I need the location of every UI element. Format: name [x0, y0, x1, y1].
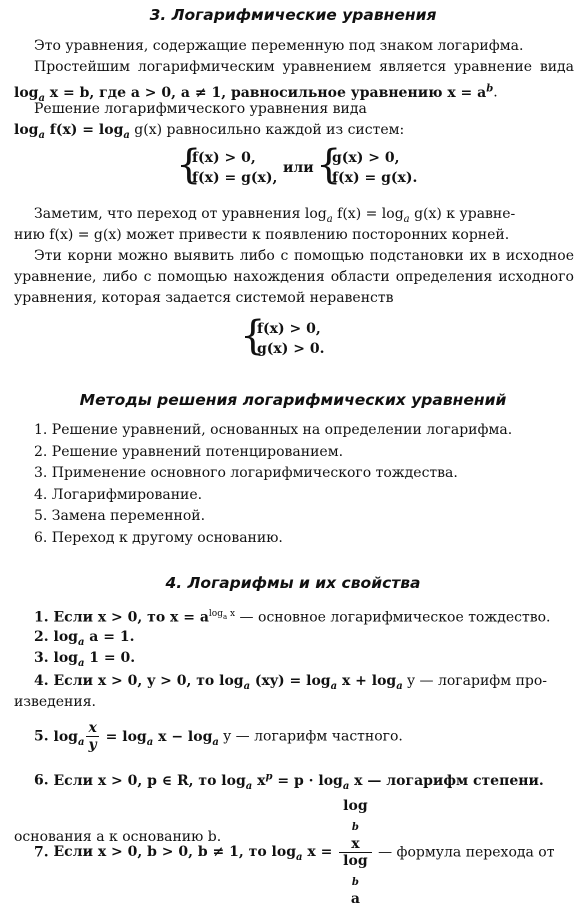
text-fragment: — формула перехода от: [373, 844, 555, 861]
list-item: 5. Замена переменной.: [34, 508, 206, 524]
section-title-log-properties: 4. Логарифмы и их свойства: [165, 574, 421, 592]
text-fragment: b: [351, 821, 359, 833]
text-fragment: .: [493, 84, 498, 101]
text-fragment: = p · log: [272, 772, 343, 789]
text-fragment: a: [77, 636, 85, 648]
text-fragment: a: [77, 736, 85, 748]
text-fragment: a: [342, 780, 350, 792]
text-fragment: — основное логарифмическое тождество.: [235, 609, 551, 626]
text-fragment: g(x) равносильно каждой из систем:: [129, 122, 405, 138]
text-fragment: log: [208, 609, 223, 619]
text-fragment: a: [243, 680, 251, 692]
list-item: 6. Переход к другому основанию.: [34, 529, 283, 546]
property-6: [34, 766, 574, 796]
text-fragment: a: [123, 129, 130, 141]
text-fragment: log: [48, 629, 78, 645]
property-5: [34, 720, 574, 753]
system-c-line1: f(x) > 0,: [257, 321, 321, 337]
text-fragment: x =: [302, 844, 338, 861]
brace-icon: {: [176, 142, 202, 188]
text-fragment: a: [77, 657, 85, 669]
text-fragment: x: [252, 772, 266, 789]
text-fragment: y: [88, 737, 97, 753]
text-fragment: Заметим, что переход от уравнения log: [34, 206, 327, 222]
text-fragment: p: [265, 771, 273, 782]
text-fragment: y — логарифм частного.: [218, 728, 403, 745]
brace-icon: {: [240, 313, 266, 359]
text-fragment: 1.: [34, 609, 49, 626]
text-fragment: log: [48, 728, 78, 745]
text-fragment: Простейшим логарифмическим уравнением является уравнение вида: [34, 59, 574, 75]
list-item: 1. Решение уравнений, основанных на определении логарифма.: [34, 422, 513, 438]
system-a: [192, 148, 277, 188]
text-fragment: log: [48, 650, 78, 666]
text-fragment: log: [14, 122, 39, 138]
text-fragment: y — логарифм про-: [402, 673, 548, 689]
text-fragment: g(x) к уравне-: [409, 206, 516, 222]
paragraph-roots: Эти корни можно выявить либо с помощью подстановки их в исходное уравнение, либо с помощью нахождения области определения исходного уравнения, которая задается системой неравенств: [14, 248, 574, 306]
text-fragment: 6.: [34, 772, 49, 789]
methods-list: [34, 420, 512, 549]
text-fragment: a = 1.: [84, 629, 135, 645]
word-ili: или: [283, 160, 314, 176]
text-fragment: b: [351, 876, 359, 888]
text-fragment: a: [146, 736, 154, 748]
property-1: [34, 604, 574, 629]
text-fragment: log: [343, 798, 368, 814]
text-fragment: 3.: [34, 650, 49, 666]
text-fragment: a: [245, 780, 253, 792]
text-fragment: a: [222, 612, 228, 621]
text-fragment: a: [330, 680, 338, 692]
text-fragment: Если x > 0, b > 0, b ≠ 1, то log: [48, 844, 296, 861]
text-fragment: log: [343, 852, 368, 869]
system-c-line2: g(x) > 0.: [257, 341, 325, 357]
text-fragment: f(x) = log: [44, 122, 124, 138]
text-fragment: a: [38, 129, 45, 141]
property-3: [34, 648, 574, 674]
system-c: [257, 319, 324, 359]
text-fragment: = log: [100, 728, 147, 745]
text-fragment: x — логарифм степени.: [349, 772, 544, 789]
list-item: 2. Решение уравнений потенцированием.: [34, 443, 344, 460]
brace-icon: {: [316, 142, 342, 188]
system-a-line2: f(x) = g(x),: [192, 170, 278, 186]
system-a-line1: f(x) > 0,: [192, 150, 256, 166]
text-fragment: a: [295, 852, 303, 864]
paragraph-intro: Это уравнения, содержащие переменную под знаком логарифма.: [34, 38, 524, 54]
text-fragment: Если x > 0, p ∈ R, то log: [48, 772, 246, 789]
text-fragment: x − log: [153, 728, 213, 745]
text-fragment: log: [14, 84, 39, 101]
text-fragment: (xy) = log: [250, 673, 331, 689]
text-fragment: a: [396, 680, 403, 692]
property-4-cont: изведения.: [14, 694, 96, 710]
text-fragment: a: [212, 736, 219, 748]
text-fragment: x: [88, 720, 97, 736]
fraction: [339, 798, 371, 907]
paragraph-note-cont: нию f(x) = g(x) может привести к появлению посторонних корней.: [14, 227, 510, 243]
text-fragment: a: [403, 213, 410, 225]
fraction: [86, 720, 98, 753]
property-7-cont: основания a к основанию b.: [14, 829, 222, 845]
section-title-log-equations: 3. Логарифмические уравнения: [149, 6, 437, 24]
text-fragment: Если x > 0, то x = a: [48, 609, 209, 626]
paragraph-equiv-line: [14, 120, 574, 146]
text-fragment: 7.: [34, 844, 49, 861]
text-fragment: x + log: [337, 673, 397, 689]
system-b: [332, 148, 417, 188]
text-fragment: f(x) = log: [332, 206, 404, 222]
system-b-line1: g(x) > 0,: [332, 150, 400, 166]
list-item: 4. Логарифмирование.: [34, 486, 203, 503]
paragraph-equiv-intro: Решение логарифмического уравнения вида: [34, 101, 367, 117]
text-fragment: 5.: [34, 728, 49, 745]
text-fragment: 4.: [34, 673, 49, 689]
section-title-methods: Методы решения логарифмических уравнений: [79, 391, 507, 409]
text-fragment: a: [38, 92, 45, 104]
property-7: [34, 798, 574, 907]
system-b-line2: f(x) = g(x).: [332, 170, 418, 186]
list-item: 3. Применение основного логарифмического тождества.: [34, 465, 458, 481]
text-fragment: b: [486, 83, 494, 94]
text-fragment: x: [351, 835, 360, 852]
text-fragment: x: [227, 609, 236, 619]
text-fragment: a: [350, 890, 360, 907]
text-fragment: Если x > 0, y > 0, то log: [48, 673, 244, 689]
text-fragment: a: [326, 213, 333, 225]
text-fragment: x = b, где a > 0, a ≠ 1, равносильное уравнению x = a: [44, 84, 487, 101]
text-fragment: 1 = 0.: [84, 650, 136, 666]
text-fragment: 2.: [34, 629, 49, 645]
